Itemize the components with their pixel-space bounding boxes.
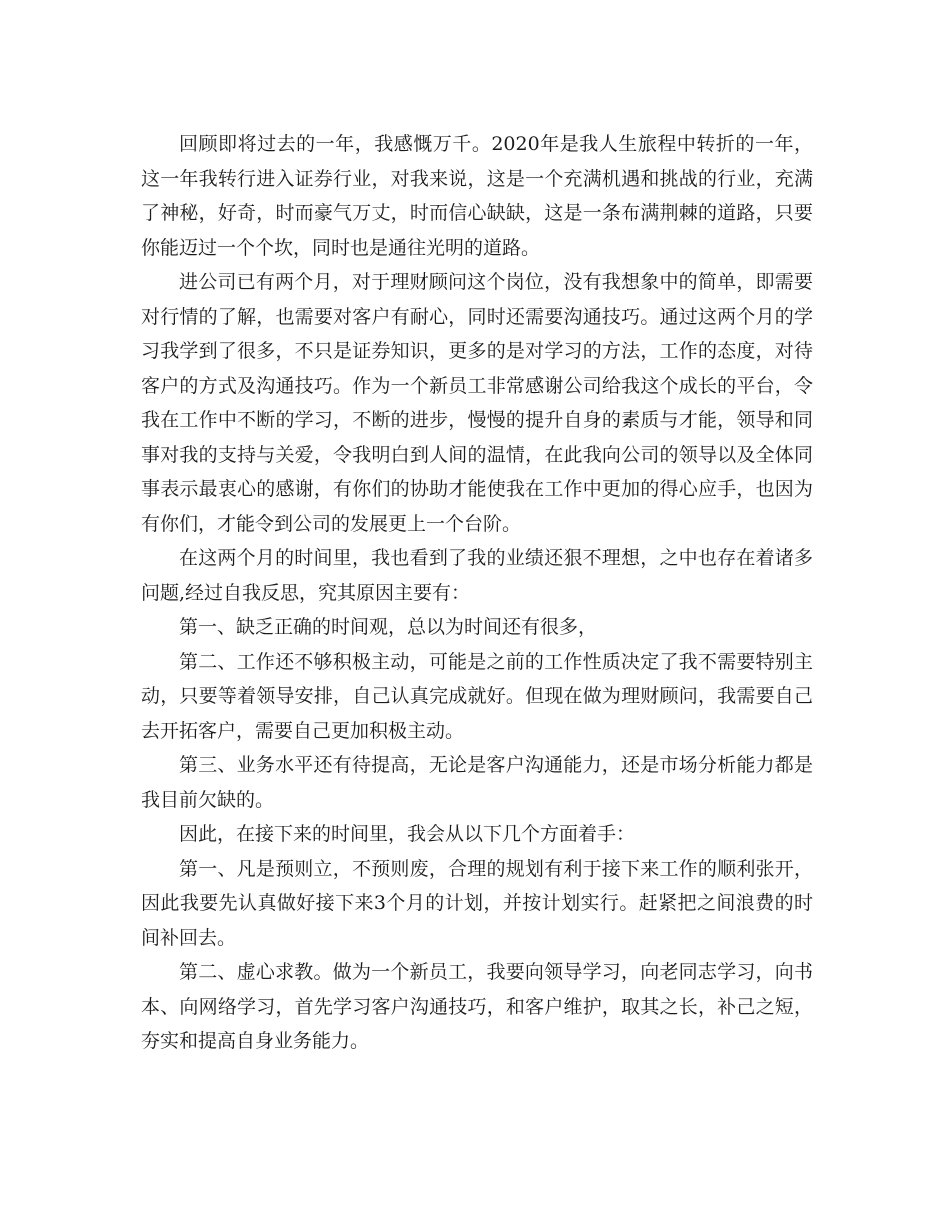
paragraph-two-months: 进公司已有两个月，对于理财顾问这个岗位，没有我想象中的简单，即需要对行情的了解，也需要对客户有耐心，同时还需要沟通技巧。通过这两个月的学习我学到了很多，不只是证券知识，更多的是对学习的方法，工作的态度，对待客户的方式及沟通技巧。作为一个新员工非常感谢公司给我这个成长的平台，令我在工作中不断的学习，不断的进步，慢慢的提升自身的素质与才能，领导和同事对我的支持与关爱，令我明白到人间的温情，在此我向公司的领导以及全体同事表示最衷心的感谢，有你们的协助才能使我在工作中更加的得心应手，也因为有你们，才能令到公司的发展更上一个台阶。 (141, 271, 813, 535)
paragraph-problem-2: 第二、工作还不够积极主动，可能是之前的工作性质决定了我不需要特别主动，只要等着领导安排，自己认真完成就好。但现在做为理财顾问，我需要自己去开拓客户，需要自己更加积极主动。 (141, 650, 813, 742)
paragraph-plan-intro: 因此，在接下来的时间里，我会从以下几个方面着手： (179, 823, 636, 845)
paragraph-problem-1: 第一、缺乏正确的时间观，总以为时间还有很多， (179, 616, 598, 638)
document-body (141, 127, 813, 1059)
paragraph-problem-3: 第三、业务水平还有待提高，无论是客户沟通能力，还是市场分析能力都是我目前欠缺的。 (141, 754, 813, 811)
paragraph-plan-2: 第二、虚心求教。做为一个新员工，我要向领导学习，向老同志学习，向书本、向网络学习，首先学习客户沟通技巧，和客户维护，取其之长，补己之短，夯实和提高自身业务能力。 (141, 961, 813, 1052)
paragraph-problems-intro: 在这两个月的时间里，我也看到了我的业绩还狠不理想，之中也存在着诸多问题,经过自我反思，究其原因主要有： (141, 547, 813, 604)
paragraph-plan-1: 第一、凡是预则立，不预则废，合理的规划有利于接下来工作的顺利张开，因此我要先认真做好接下来3个月的计划，并按计划实行。赶紧把之间浪费的时间补回去。 (141, 857, 813, 949)
paragraph-reflection: 回顾即将过去的一年，我感慨万千。2020年是我人生旅程中转折的一年，这一年我转行进入证券行业，对我来说，这是一个充满机遇和挑战的行业，充满了神秘，好奇，时而豪气万丈，时而信心缺缺，这是一条布满荆棘的道路，只要你能迈过一个个坎，同时也是通往光明的道路。 (141, 133, 813, 259)
